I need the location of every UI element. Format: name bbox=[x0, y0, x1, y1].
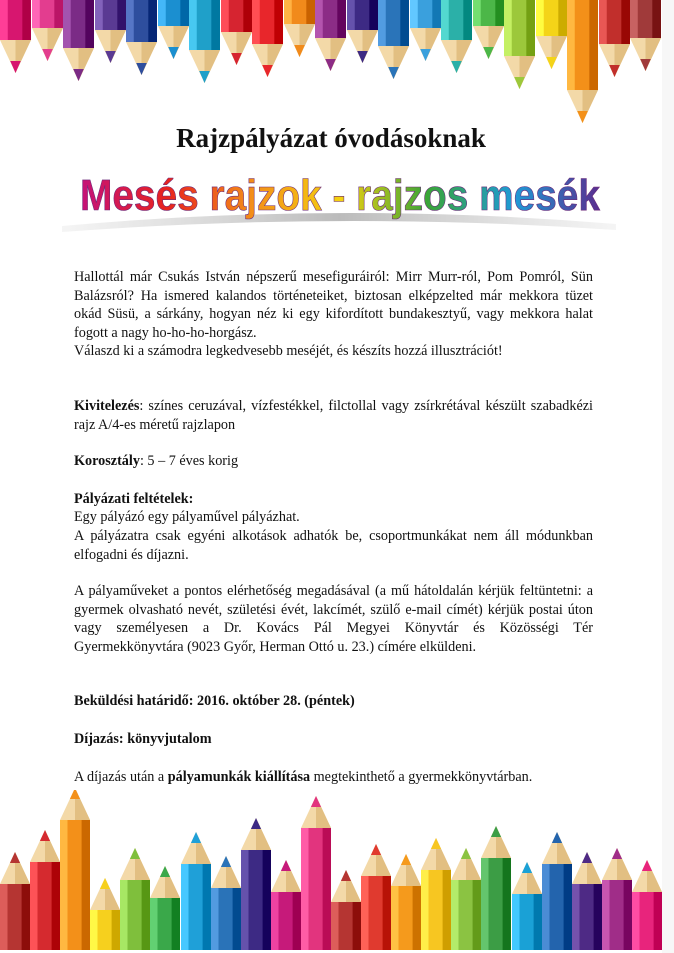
age-group-text: : 5 – 7 éves korig bbox=[139, 453, 239, 469]
pencil-bottom-5 bbox=[120, 848, 150, 950]
deadline: Beküldési határidő: 2016. október 28. (péntek) bbox=[74, 693, 355, 709]
prize: Díjazás: könyvjutalom bbox=[74, 731, 212, 747]
pencil-top-5 bbox=[126, 0, 157, 75]
pencil-bottom-2 bbox=[30, 830, 60, 950]
subtitle-banner bbox=[60, 166, 620, 236]
subtitle-text: Mesés rajzok - rajzos mesék bbox=[80, 171, 601, 220]
execution-paragraph bbox=[74, 397, 593, 434]
pencil-bottom-7 bbox=[181, 832, 211, 950]
pencil-top-10 bbox=[284, 0, 315, 57]
pencil-bottom-14 bbox=[391, 854, 421, 950]
pencil-top-12 bbox=[347, 0, 378, 63]
exhibition-highlight: pályamunkák kiállítása bbox=[167, 769, 311, 785]
pencil-top-7 bbox=[189, 0, 220, 83]
pencil-bottom-3 bbox=[60, 790, 90, 950]
pencil-bottom-20 bbox=[572, 852, 602, 950]
age-group-label: Korosztály bbox=[74, 453, 140, 469]
pencil-bottom-15 bbox=[421, 838, 451, 950]
pencil-top-2 bbox=[32, 0, 63, 61]
pencil-bottom-19 bbox=[542, 832, 572, 950]
pencil-bottom-9 bbox=[241, 818, 271, 950]
pencil-top-4 bbox=[95, 0, 126, 63]
pencil-bottom-21 bbox=[602, 848, 632, 950]
pencil-bottom-12 bbox=[331, 870, 361, 950]
pencil-top-18 bbox=[536, 0, 567, 69]
execution-text: : színes ceruzával, vízfestékkel, filctollal vagy zsírkrétával készült szabadkézi rajz A/4-es méretű rajzlapon bbox=[74, 398, 593, 433]
execution-label: Kivitelezés bbox=[74, 398, 140, 414]
pencil-bottom-8 bbox=[211, 856, 241, 950]
pencil-bottom-6 bbox=[150, 866, 180, 950]
conditions-line-2: A pályázatra csak egyéni alkotások adhatók be, csoportmunkákat nem áll módunkban elfogadni és díjazni. bbox=[74, 528, 593, 563]
pencil-top-19 bbox=[567, 0, 598, 123]
subtitle-graphic bbox=[60, 166, 620, 236]
pencil-bottom-22 bbox=[632, 860, 662, 950]
pencil-top-17 bbox=[504, 0, 535, 89]
pencil-top-16 bbox=[473, 0, 504, 59]
exhibition-text-after: megtekinthető a gyermekkönyvtárban. bbox=[310, 769, 533, 785]
intro-call-to-action: Válaszd ki a számodra legkedvesebb meséjét, és készíts hozzá illusztrációt! bbox=[74, 343, 503, 359]
exhibition-text-before: A díjazás után a bbox=[74, 769, 168, 785]
pencil-top-11 bbox=[315, 0, 346, 71]
submission-paragraph: A pályaműveket a pontos elérhetőség megadásával (a mű hátoldalán kérjük feltüntetni: a gyermek olvasható nevét, születési évét, lakcímét, szülő e-mail címét) kérjük postai úton vagy személyesen a Dr. Kovács Pál Megyei Könyvtár és Közösségi Tér Gyermekkönyvtára (9023 Győr, Herman Ottó u. 23.) címére elküldeni. bbox=[74, 583, 593, 655]
conditions-heading: Pályázati feltételek: bbox=[74, 491, 194, 507]
pencil-bottom-17 bbox=[481, 826, 511, 950]
exhibition-paragraph bbox=[74, 768, 593, 787]
pencil-bottom-10 bbox=[271, 860, 301, 950]
pencil-top-6 bbox=[158, 0, 189, 59]
age-group-paragraph bbox=[74, 452, 593, 471]
pencil-top-13 bbox=[378, 0, 409, 79]
pencil-top-15 bbox=[441, 0, 472, 73]
pencil-top-20 bbox=[599, 0, 630, 77]
pencil-bottom-13 bbox=[361, 844, 391, 950]
pencil-bottom-16 bbox=[451, 848, 481, 950]
pencil-bottom-4 bbox=[90, 878, 120, 950]
conditions-line-1: Egy pályázó egy pályaművel pályázhat. bbox=[74, 509, 300, 525]
pencil-top-21 bbox=[630, 0, 661, 71]
page-edge bbox=[662, 0, 674, 953]
pencil-top-9 bbox=[252, 0, 283, 77]
pencil-top-3 bbox=[63, 0, 94, 81]
pencil-top-1 bbox=[0, 0, 31, 73]
pencil-bottom-11 bbox=[301, 796, 331, 950]
pencil-top-14 bbox=[410, 0, 441, 61]
bottom-pencil-border bbox=[0, 790, 662, 950]
pencil-bottom-1 bbox=[0, 852, 30, 950]
pencil-top-8 bbox=[221, 0, 252, 65]
page-title: Rajzpályázat óvodásoknak bbox=[176, 123, 486, 153]
pencil-bottom-18 bbox=[512, 862, 542, 950]
intro-paragraph: Hallottál már Csukás István népszerű mesefiguráiról: Mirr Murr-ról, Pom Pomról, Sün Balázsról? Ha ismered kalandos történeteiket, biztosan elképzelted már mekkora tüzet okád Süsü, a sárkány, hogyan néz ki egy kifordított bundakesztyű, vagy mekkora halat fogott a nagy ho-ho-ho-horgász. bbox=[74, 269, 593, 341]
